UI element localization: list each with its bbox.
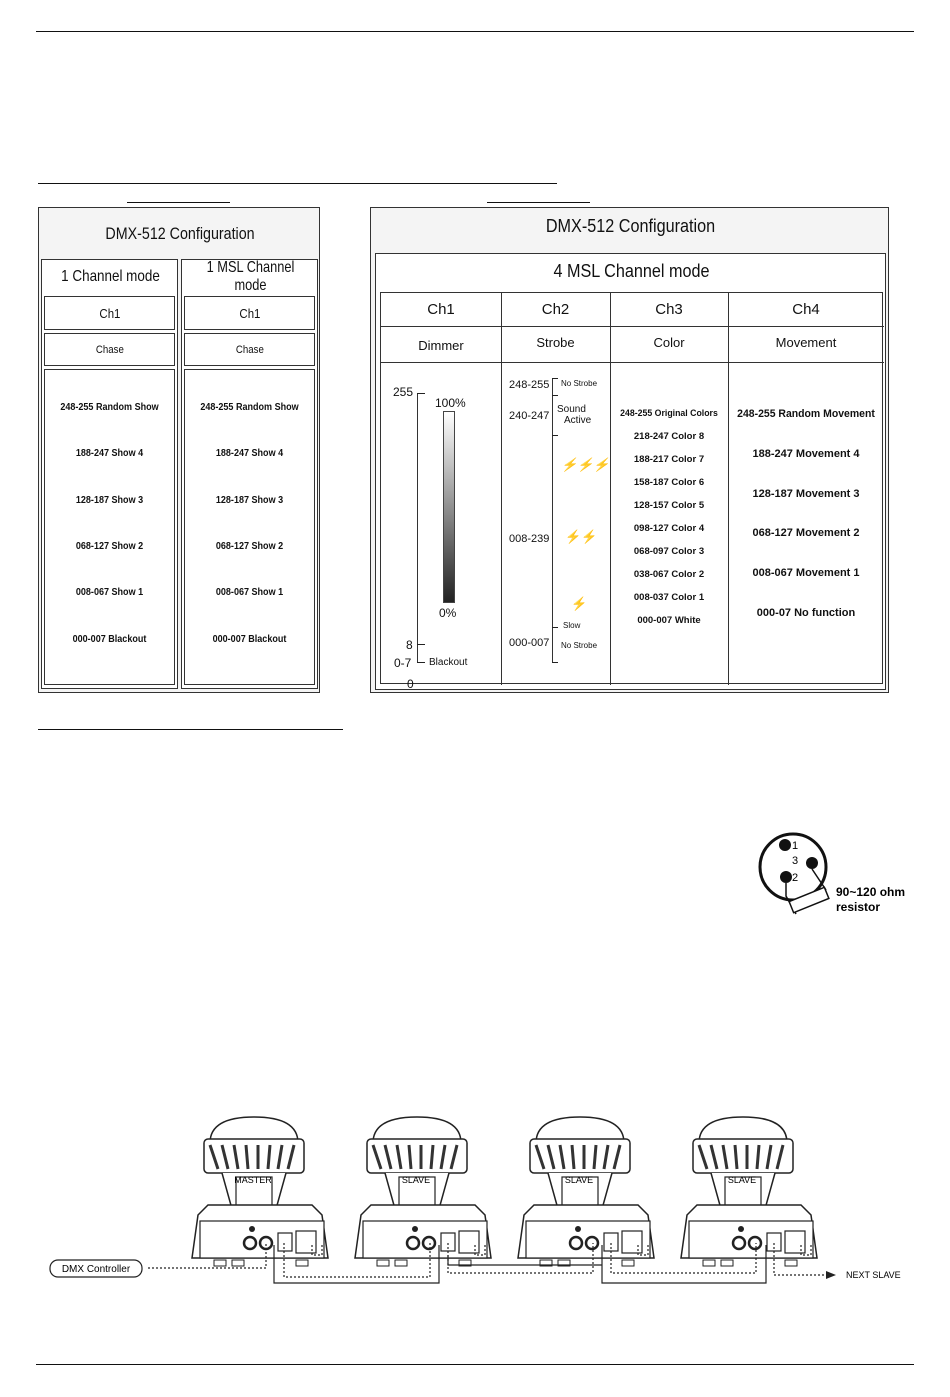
dimmer-tick: [417, 644, 425, 645]
row-divider: [381, 362, 884, 363]
xlr-pin-2-label: 2: [792, 872, 799, 884]
strobe-tick: [552, 395, 558, 396]
right-config-panel: [370, 207, 889, 693]
xlr-pin-1-label: 1: [792, 840, 799, 852]
movement-row: 188-247 Movement 4: [752, 448, 860, 460]
dimmer-gradient: [443, 411, 455, 603]
lightning-fast-icon: ⚡⚡⚡: [561, 457, 610, 472]
fixture-slave-2: [518, 1117, 654, 1266]
function-strobe: Strobe: [536, 335, 575, 350]
fixture-label-slave: SLAVE: [727, 1175, 757, 1185]
left-col-1: [41, 259, 178, 689]
resistor-body: [789, 887, 829, 912]
strobe-range-2: 240-247: [509, 410, 550, 422]
color-row: 188-217 Color 7: [633, 454, 705, 465]
header-ch2: Ch2: [541, 301, 570, 318]
header-ch4: Ch4: [792, 301, 820, 318]
dimmer-scale-0-7: 0-7: [394, 656, 412, 670]
left-col-1-values: [44, 369, 175, 685]
movement-row: 128-187 Movement 3: [752, 488, 860, 500]
dimmer-scale-255: 255: [393, 385, 414, 399]
dimmer-blackout: Blackout: [429, 657, 468, 668]
dimmer-scale-bar: [417, 393, 418, 663]
left-col-2-channel: Ch1: [184, 296, 315, 330]
section-rule-1: [38, 183, 557, 184]
right-config-inner: [375, 253, 886, 690]
function-dimmer: Dimmer: [418, 338, 464, 353]
movement-row: 000-07 No function: [756, 607, 856, 619]
xlr-pin-3: [806, 857, 818, 869]
dmx-wiring-diagram: [40, 1105, 920, 1295]
xlr-pin-1: [779, 839, 791, 851]
header-ch1: Ch1: [427, 301, 455, 318]
function-movement: Movement: [775, 335, 837, 350]
left-col-1-function: Chase: [44, 333, 175, 366]
right-caption-rule: [487, 202, 590, 203]
color-row: 158-187 Color 6: [633, 477, 705, 488]
lightning-slow-icon: ⚡: [571, 596, 588, 611]
value-row: 188-247 Show 4: [215, 447, 284, 459]
xlr-pin-2: [780, 871, 792, 883]
dimmer-pct-100: 100%: [435, 396, 466, 410]
strobe-label-slow: Slow: [563, 621, 581, 630]
left-col-2-mode: 1 MSL Channel mode: [206, 259, 295, 294]
left-col-2-values: [184, 369, 315, 685]
dimmer-scale-0: 0: [407, 677, 414, 691]
color-row: 000-007 White: [637, 615, 701, 626]
value-row: 008-067 Show 1: [215, 586, 284, 598]
strobe-scale-bar: [552, 378, 553, 663]
color-row: 008-037 Color 1: [633, 592, 705, 603]
movement-row: 008-067 Movement 1: [752, 567, 860, 579]
fixture-slave-1: [355, 1117, 491, 1266]
dmx-controller-label: DMX Controller: [61, 1264, 131, 1275]
fixture-label-master: MASTER: [234, 1175, 272, 1185]
right-config-title: DMX-512 Configuration: [545, 215, 716, 236]
left-col-1-channel: Ch1: [44, 296, 175, 330]
dimmer-tick: [417, 662, 425, 663]
value-row: 248-255 Random Show: [60, 401, 159, 413]
strobe-range-4: 000-007: [509, 637, 550, 649]
strobe-label-sound: Sound: [557, 404, 586, 415]
left-config-title: DMX-512 Configuration: [105, 224, 255, 243]
fixture-master: [192, 1117, 328, 1266]
left-col-2-function: Chase: [184, 333, 315, 366]
movement-row: 248-255 Random Movement: [737, 408, 875, 420]
color-row: 038-067 Color 2: [633, 569, 705, 580]
value-row: 128-187 Show 3: [215, 494, 284, 506]
left-caption-rule: [127, 202, 230, 203]
value-row: 068-127 Show 2: [75, 540, 144, 552]
header-ch3: Ch3: [655, 301, 683, 318]
fixture-slave-3: [681, 1117, 817, 1266]
left-col-1-mode: 1 Channel mode: [61, 268, 160, 285]
function-color: Color: [653, 335, 685, 350]
color-row: 128-157 Color 5: [633, 500, 705, 511]
next-slave-arrow: [826, 1271, 836, 1279]
dimmer-tick: [417, 393, 425, 394]
value-row: 068-127 Show 2: [215, 540, 284, 552]
strobe-tick: [552, 627, 558, 628]
value-row: 128-187 Show 3: [75, 494, 144, 506]
xlr-pin-3-label: 3: [792, 855, 799, 867]
fixture-label-slave: SLAVE: [401, 1175, 431, 1185]
value-row: 000-007 Blackout: [72, 633, 147, 645]
color-row: 068-097 Color 3: [633, 546, 705, 557]
dimmer-pct-0: 0%: [439, 606, 457, 620]
next-slave-label: NEXT SLAVE: [846, 1270, 901, 1280]
color-row: 218-247 Color 8: [633, 431, 705, 442]
left-col-2: [181, 259, 318, 689]
resistor-label-2: resistor: [836, 900, 881, 914]
strobe-label-no-strobe: No Strobe: [561, 379, 598, 388]
xlr-terminator-diagram: [750, 826, 920, 926]
right-config-mode: 4 MSL Channel mode: [553, 260, 710, 281]
lightning-medium-icon: ⚡⚡: [565, 529, 598, 544]
strobe-label-active: Active: [564, 415, 592, 426]
section-rule-2: [38, 729, 343, 730]
bottom-rule: [36, 1364, 914, 1365]
dimmer-scale-8: 8: [406, 638, 413, 652]
fixture-label-slave: SLAVE: [564, 1175, 594, 1185]
resistor-label-1: 90~120 ohm: [836, 885, 906, 899]
left-config-panel: [38, 207, 320, 693]
color-row: 098-127 Color 4: [633, 523, 705, 534]
value-row: 188-247 Show 4: [75, 447, 144, 459]
top-rule: [36, 31, 914, 32]
strobe-tick: [552, 378, 558, 379]
value-row: 000-007 Blackout: [212, 633, 287, 645]
strobe-label-no-strobe-2: No Strobe: [561, 641, 598, 650]
value-row: 248-255 Random Show: [200, 401, 299, 413]
color-row: 248-255 Original Colors: [620, 408, 718, 419]
value-row: 008-067 Show 1: [75, 586, 144, 598]
movement-row: 068-127 Movement 2: [752, 527, 860, 539]
four-channel-table: [380, 292, 883, 691]
strobe-range-3: 008-239: [509, 533, 550, 545]
strobe-tick: [552, 435, 558, 436]
strobe-range-1: 248-255: [509, 379, 550, 391]
strobe-tick: [552, 662, 558, 663]
